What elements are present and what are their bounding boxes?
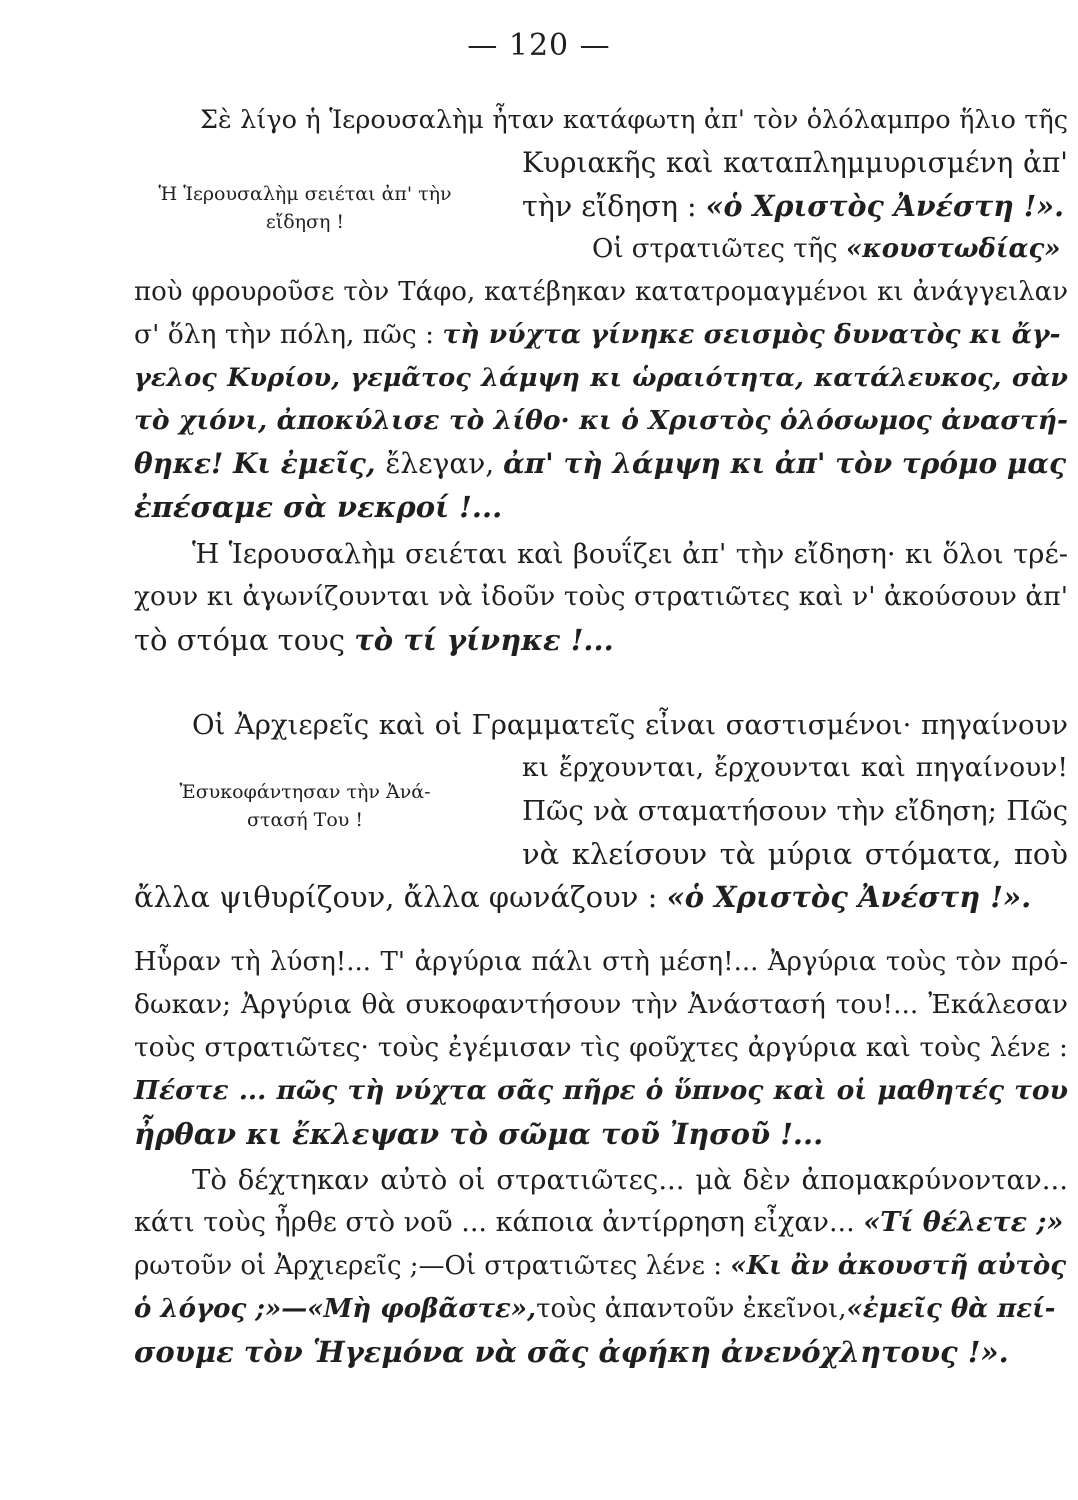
text-line-6b: τὴ νύχτα γίνηκε σεισμὸς δυνατὸς κι ἄγ- (442, 319, 1061, 350)
text-line-10: ἐπέσαμε σὰ νεκροί !... (134, 490, 503, 524)
text-line-2: Κυριακῆς καὶ καταπλημμυρισμένη ἀπ' (522, 146, 1068, 179)
text-line-22: Πέστε ... πῶς τὴ νύχτα σᾶς πῆρε ὁ ὕπνος καὶ οἱ μαθητές του (134, 1075, 1068, 1106)
text-line-5: ποὺ φρουροῦσε τὸν Τάφο, κατέβηκαν κατατρομαγμένοι κι ἀνάγγειλαν (134, 277, 1068, 307)
text-line-27c: «ἐμεῖς θὰ πεί- (846, 1294, 1056, 1324)
text-line-9a: θηκε! Κι ἐμεῖς, (134, 447, 386, 480)
text-line-7: γελος Κυρίου, γεμᾶτος λάμψη κι ὡραιότητα, κατάλευκος, σὰν (134, 363, 1068, 393)
text-line-14: Οἱ Ἀρχιερεῖς καὶ οἱ Γραμματεῖς εἶναι σαστισμένοι· πηγαίνουν (192, 709, 1068, 741)
text-line-16: Πῶς νὰ σταματήσουν τὴν εἴδηση; Πῶς (522, 795, 1068, 827)
text-line-21: τοὺς στρατιῶτες· τοὺς ἐγέμισαν τὶς φοῦχτες ἀργύρια καὶ τοὺς λένε : (134, 1032, 1068, 1063)
text-line-19: Ηὗραν τὴ λύση!... Τ' ἀργύρια πάλι στὴ μέση!... Ἀργύρια τοὺς τὸν πρό- (134, 947, 1068, 977)
text-line-27a: ὁ λόγος ;»—«Μὴ φοβᾶστε», (134, 1294, 537, 1324)
text-line-26b: «Κι ἂν ἀκουστῆ αὐτὸς (730, 1251, 1067, 1281)
text-line-6 (134, 315, 1068, 355)
text-line-4a: Οἱ στρατιῶτες τῆς (592, 234, 846, 264)
text-line-26a: ρωτοῦν οἱ Ἀρχιερεῖς ;—Οἱ στρατιῶτες λένε : (134, 1251, 731, 1281)
margin-note-slander-line2: στασή Του ! (246, 809, 364, 831)
text-line-20: δωκαν; Ἀργύρια θὰ συκοφαντήσουν τὴν Ἀνάστασή του!... Ἐκάλεσαν (134, 989, 1068, 1020)
quote-christ-risen-2: «ὁ Χριστὸς Ἀνέστη !». (666, 880, 1032, 914)
text-line-4 (592, 229, 1068, 269)
text-line-18a: ἄλλα ψιθυρίζουν, ἄλλα φωνάζουν : (134, 880, 667, 914)
text-line-6a: σ' ὅλη τὴν πόλη, πῶς : (134, 319, 443, 350)
text-line-11: Ἡ Ἱερουσαλὴμ σειέται καὶ βουΐζει ἀπ' τὴν εἴδηση· κι ὅλοι τρέ- (192, 538, 1068, 570)
text-line-26 (134, 1246, 1068, 1286)
margin-note-slander-line1: Ἐσυκοφάντησαν τὴν Ἀνά- (179, 781, 431, 803)
text-line-23: ἦρθαν κι ἔκλεψαν τὸ σῶμα τοῦ Ἰησοῦ !... (134, 1117, 824, 1151)
text-line-3a: τὴν εἴδηση : (522, 190, 706, 223)
text-line-25a: κάτι τοὺς ἦρθε στὸ νοῦ ... κάποια ἀντίρρηση εἶχαν... (134, 1207, 864, 1238)
text-line-24: Τὸ δέχτηκαν αὐτὸ οἱ στρατιῶτες... μὰ δὲν ἀπομακρύνονταν... (192, 1164, 1068, 1196)
text-line-9c: ἀπ' τὴ λάμψη κι ἀπ' τὸν τρόμο μας (503, 447, 1067, 480)
text-line-1: Σὲ λίγο ἡ Ἱερουσαλὴμ ἦταν κατάφωτη ἀπ' τὸν ὁλόλαμπρο ἥλιο τῆς (200, 105, 1068, 135)
text-line-9 (134, 444, 1068, 484)
text-line-25 (134, 1203, 1068, 1243)
text-line-13b: τὸ τί γίνηκε !... (354, 623, 614, 657)
term-koustodia: «κουστωδίας» (846, 234, 1061, 264)
text-line-25b: «Τί θέλετε ;» (863, 1207, 1064, 1238)
text-line-18 (134, 877, 1031, 917)
text-line-28: σουμε τὸν Ἡγεμόνα νὰ σᾶς ἀφήκη ἀνενόχλητους !». (134, 1335, 1009, 1369)
text-line-3 (522, 186, 1068, 227)
margin-note-news-line2: εἴδηση ! (265, 211, 345, 233)
page-number: — 120 — (467, 28, 611, 63)
margin-note-news-line1: Ἡ Ἱερουσαλὴμ σειέται ἀπ' τὴν (158, 183, 452, 205)
text-line-17: νὰ κλείσουν τὰ μύρια στόματα, ποὺ (522, 837, 1068, 871)
text-line-12: χουν κι ἀγωνίζουνται νὰ ἰδοῦν τοὺς στρατιῶτες καὶ ν' ἀκούσουν ἀπ' (134, 581, 1068, 612)
text-line-27 (134, 1289, 1068, 1329)
text-line-13a: τὸ στόμα τους (134, 623, 355, 657)
text-line-9b: ἔλεγαν, (385, 447, 504, 480)
text-line-27b: τοὺς ἀπαντοῦν ἐκεῖνοι, (536, 1294, 847, 1324)
quote-christ-risen: «ὁ Χριστὸς Ἀνέστη !». (705, 189, 1065, 223)
text-line-8: τὸ χιόνι, ἀποκύλισε τὸ λίθο· κι ὁ Χριστὸς ὁλόσωμος ἀναστή- (134, 405, 1068, 436)
margin-note-slander (145, 778, 465, 834)
text-line-13 (134, 620, 614, 660)
margin-note-news (145, 180, 465, 236)
text-line-15: κι ἔρχουνται, ἔρχουνται καὶ πηγαίνουν! (522, 752, 1068, 783)
